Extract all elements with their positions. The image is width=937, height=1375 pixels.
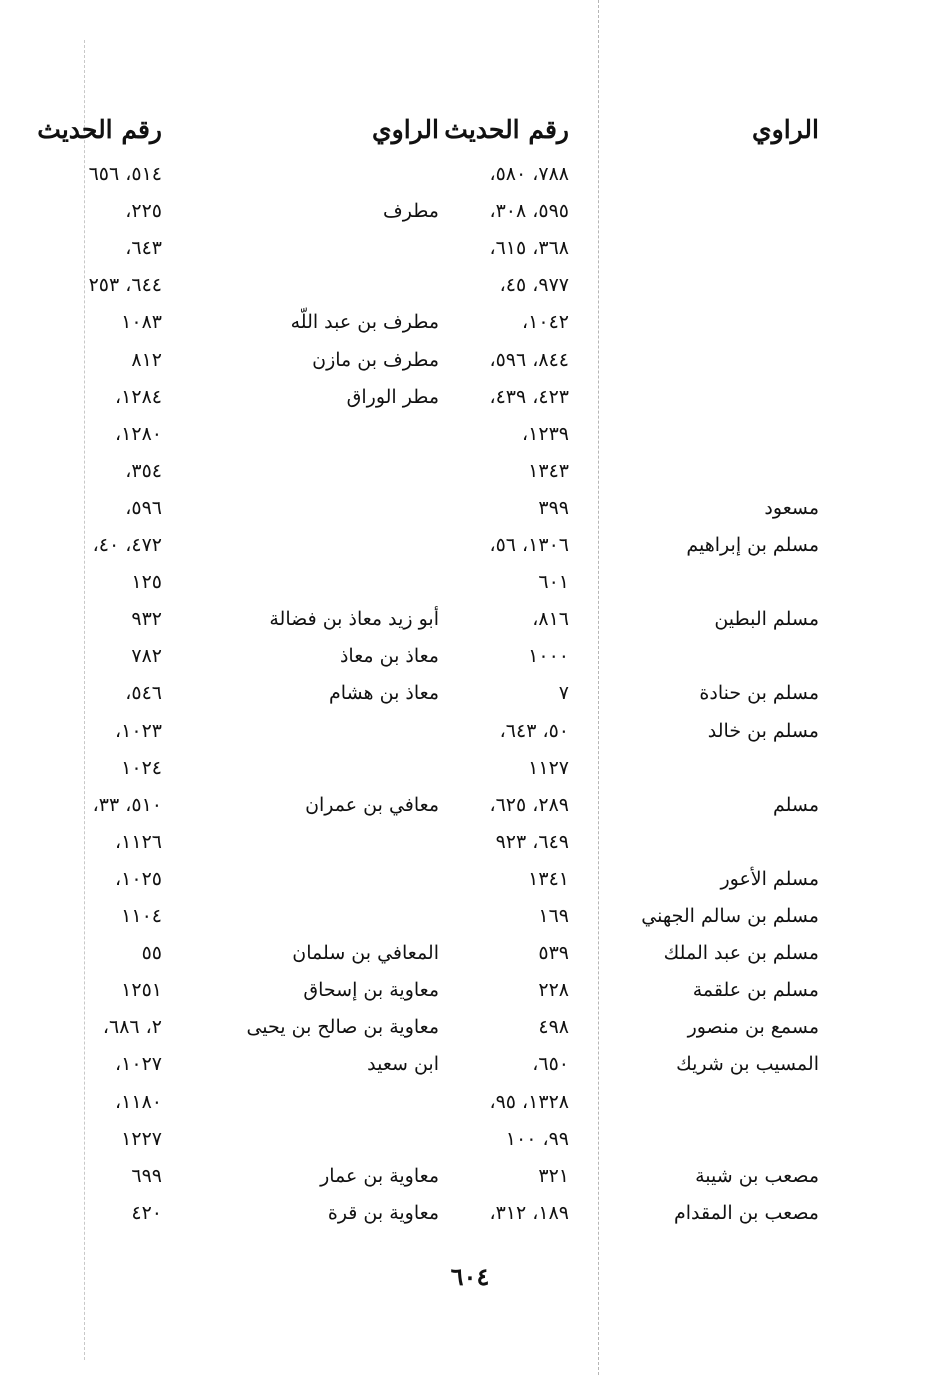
header-narrator-right: الراوي xyxy=(752,115,819,144)
hadith-numbers-left: ٩٣٢ xyxy=(131,608,162,630)
hadith-numbers-right: ٧٨٨، ٥٨٠، xyxy=(489,163,569,185)
hadith-numbers-left: ١٢٨٠، xyxy=(115,423,162,445)
hadith-numbers-right: ٤٢٣، ٤٣٩، xyxy=(489,386,569,408)
hadith-numbers-right: ٢٨٩، ٦٢٥، xyxy=(489,794,569,816)
hadith-numbers-left: ٦٤٣، xyxy=(125,237,162,259)
hadith-numbers-left: ٦٤٤، ٢٥٣ xyxy=(88,274,162,296)
hadith-numbers-right: ٥٩٥، ٣٠٨، xyxy=(489,200,569,222)
header-number-right: رقم الحديث xyxy=(444,115,569,144)
hadith-numbers-right: ٣٩٩ xyxy=(538,497,569,519)
hadith-numbers-right: ١٣٢٨، ٩٥، xyxy=(489,1091,569,1113)
hadith-numbers-left: ١٠٢٤ xyxy=(121,757,162,779)
narrator-right: مسعود xyxy=(764,497,819,519)
hadith-numbers-left: ٥٥ xyxy=(141,942,162,964)
hadith-numbers-right: ٧ xyxy=(558,682,569,704)
header-narrator-left: الراوي xyxy=(372,115,439,144)
hadith-numbers-left: ١٢٢٧ xyxy=(121,1128,162,1150)
narrator-right: مسمع بن منصور xyxy=(687,1016,819,1038)
header-number-left: رقم الحديث xyxy=(37,115,162,144)
hadith-numbers-left: ٧٨٢ xyxy=(131,645,162,667)
narrator-left: مطرف بن عبد اللّه xyxy=(290,311,439,333)
hadith-numbers-right: ٩٧٧، ٤٥، xyxy=(499,274,569,296)
hadith-numbers-left: ٦٩٩ xyxy=(131,1165,162,1187)
hadith-numbers-left: ١٠٢٧، xyxy=(115,1053,162,1075)
hadith-numbers-right: ٥٣٩ xyxy=(538,942,569,964)
narrator-right: مصعب بن المقدام xyxy=(674,1202,819,1224)
hadith-numbers-left: ٥٤٦، xyxy=(125,682,162,704)
narrator-left: معاوية بن إسحاق xyxy=(303,979,439,1001)
hadith-numbers-right: ١٠٤٢، xyxy=(522,311,569,333)
hadith-numbers-right: ٣٢١ xyxy=(538,1165,569,1187)
narrator-left: معاذ بن هشام xyxy=(329,682,439,704)
narrator-left: معاوية بن قرة xyxy=(327,1202,439,1224)
hadith-numbers-right: ٣٦٨، ٦١٥، xyxy=(489,237,569,259)
page-number: ٦٠٤ xyxy=(450,1262,490,1291)
hadith-numbers-right: ٨١٦، xyxy=(532,608,569,630)
hadith-numbers-left: ١٠٢٥، xyxy=(115,868,162,890)
narrator-right: المسيب بن شريك xyxy=(676,1053,819,1075)
hadith-numbers-left: ١١٢٦، xyxy=(115,831,162,853)
narrator-left: مطرف xyxy=(383,200,439,222)
hadith-numbers-right: ٤٩٨ xyxy=(538,1016,569,1038)
narrator-left: معاوية بن صالح بن يحيى xyxy=(246,1016,439,1038)
hadith-numbers-left: ١٢٥١ xyxy=(121,979,162,1001)
hadith-numbers-right: ١٣٤٣ xyxy=(528,460,569,482)
narrator-left: معاذ بن معاذ xyxy=(339,645,439,667)
hadith-numbers-right: ١٨٩، ٣١٢، xyxy=(489,1202,569,1224)
hadith-numbers-left: ١٠٢٣، xyxy=(115,720,162,742)
narrator-right: مسلم بن حنادة xyxy=(699,682,819,704)
narrator-right: مسلم بن سالم الجهني xyxy=(641,905,819,927)
hadith-numbers-right: ١٣٠٦، ٥٦، xyxy=(489,534,569,556)
hadith-numbers-right: ٦٠١ xyxy=(538,571,569,593)
hadith-numbers-left: ١١٠٤ xyxy=(121,905,162,927)
hadith-numbers-right: ١٦٩ xyxy=(538,905,569,927)
hadith-numbers-left: ٤٢٠ xyxy=(131,1202,162,1224)
hadith-numbers-right: ١٢٣٩، xyxy=(522,423,569,445)
hadith-numbers-left: ٥٩٦، xyxy=(125,497,162,519)
page-fold-line xyxy=(598,0,599,1375)
narrator-right: مسلم xyxy=(772,794,819,816)
hadith-numbers-left: ٣٥٤، xyxy=(125,460,162,482)
hadith-numbers-left: ١١٨٠، xyxy=(115,1091,162,1113)
hadith-numbers-left: ١٢٥ xyxy=(131,571,162,593)
narrator-left: مطر الوراق xyxy=(346,386,439,408)
hadith-numbers-right: ١٣٤١ xyxy=(528,868,569,890)
narrator-right: مسلم بن علقمة xyxy=(692,979,819,1001)
hadith-numbers-left: ٥١٤، ٦٥٦ xyxy=(88,163,162,185)
hadith-numbers-right: ٨٤٤، ٥٩٦، xyxy=(489,349,569,371)
narrator-right: مسلم البطين xyxy=(714,608,819,630)
hadith-numbers-left: ١٢٨٤، xyxy=(115,386,162,408)
hadith-numbers-right: ٦٥٠، xyxy=(532,1053,569,1075)
hadith-numbers-right: ٢٢٨ xyxy=(538,979,569,1001)
hadith-numbers-left: ٥١٠، ٣٣، xyxy=(92,794,162,816)
narrator-left: المعافي بن سلمان xyxy=(292,942,439,964)
narrator-left: أبو زيد معاذ بن فضالة xyxy=(269,608,439,630)
hadith-numbers-left: ٢، ٦٨٦، xyxy=(102,1016,162,1038)
hadith-numbers-right: ٩٩، ١٠٠ xyxy=(505,1128,569,1150)
narrator-right: مسلم بن إبراهيم xyxy=(686,534,819,556)
narrator-right: مسلم بن عبد الملك xyxy=(663,942,819,964)
hadith-numbers-left: ٢٢٥، xyxy=(125,200,162,222)
hadith-numbers-left: ٤٧٢، ٤٠، xyxy=(92,534,162,556)
narrator-left: ابن سعيد xyxy=(367,1053,439,1075)
narrator-left: مطرف بن مازن xyxy=(312,349,439,371)
narrator-right: مسلم بن خالد xyxy=(707,720,819,742)
narrator-left: معاوية بن عمار xyxy=(320,1165,439,1187)
narrator-left: معافي بن عمران xyxy=(305,794,439,816)
narrator-right: مصعب بن شيبة xyxy=(695,1165,819,1187)
margin-line xyxy=(84,40,85,1360)
hadith-numbers-right: ٦٤٩، ٩٢٣ xyxy=(495,831,569,853)
hadith-numbers-right: ٥٠، ٦٤٣، xyxy=(499,720,569,742)
hadith-numbers-left: ٨١٢ xyxy=(131,349,162,371)
hadith-numbers-left: ١٠٨٣ xyxy=(121,311,162,333)
hadith-numbers-right: ١٠٠٠ xyxy=(528,645,569,667)
hadith-numbers-right: ١١٢٧ xyxy=(528,757,569,779)
narrator-right: مسلم الأعور xyxy=(720,868,819,890)
